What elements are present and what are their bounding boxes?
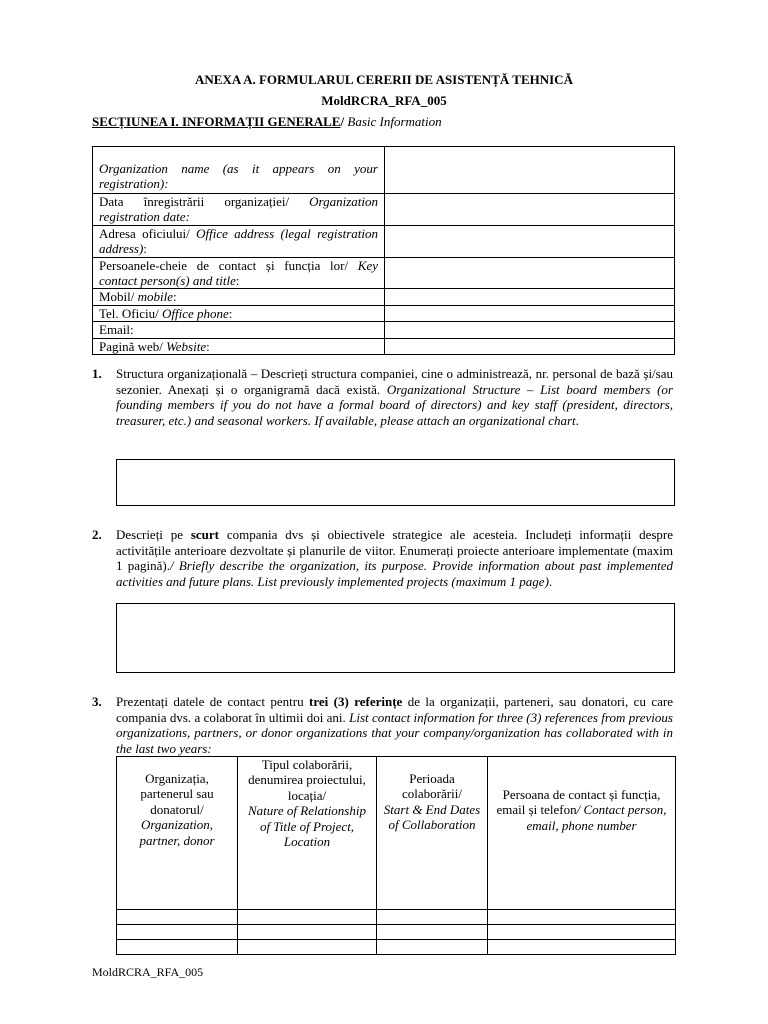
table-row	[117, 910, 676, 925]
email-field[interactable]	[385, 322, 675, 338]
registration-date-label: Data înregistrării organizației/ Organization registration date:	[93, 194, 385, 226]
table-row	[93, 257, 675, 289]
office-address-field[interactable]	[385, 225, 675, 257]
header-contact-person: Persoana de contact și funcția, email și telefon/ Contact person, email, phone number	[488, 757, 676, 910]
question-1-number: 1.	[92, 366, 102, 381]
org-name-field[interactable]	[385, 147, 675, 194]
table-row	[93, 338, 675, 354]
references-header-row	[117, 757, 676, 910]
references-table	[116, 756, 676, 955]
reference-cell[interactable]	[377, 925, 488, 940]
table-row	[93, 194, 675, 226]
reference-cell[interactable]	[238, 940, 377, 955]
website-field[interactable]	[385, 338, 675, 354]
registration-date-field[interactable]	[385, 194, 675, 226]
table-row	[93, 225, 675, 257]
question-1-answer-box[interactable]	[116, 459, 675, 506]
header-relationship: Tipul colaborării, denumirea proiectului, locația/ Nature of Relationship of Title of Project, Location	[238, 757, 377, 910]
footer-document-code: MoldRCRA_RFA_005	[92, 965, 204, 979]
key-contact-field[interactable]	[385, 257, 675, 289]
document-code: MoldRCRA_RFA_005	[321, 93, 447, 108]
question-3-text: Prezentați datele de contact pentru trei (3) referințe de la organizații, parteneri, sau donatori, cu care compania dvs. a colaborat în ultimii doi ani. List contact information for three (3) references from previous organizations, partners, or donor organizations that your company/organization has collaborated with in the last two years:	[116, 694, 673, 756]
reference-cell[interactable]	[377, 910, 488, 925]
reference-cell[interactable]	[117, 925, 238, 940]
office-address-label: Adresa oficiului/ Office address (legal registration address):	[93, 225, 385, 257]
key-contact-label: Persoanele-cheie de contact și funcția lor/ Key contact person(s) and title:	[93, 257, 385, 289]
reference-cell[interactable]	[238, 910, 377, 925]
question-3-number: 3.	[92, 694, 102, 709]
org-name-label: Organization name (as it appears on your registration):	[93, 147, 385, 194]
table-row	[93, 147, 675, 194]
table-row	[93, 289, 675, 305]
reference-cell[interactable]	[488, 910, 676, 925]
question-1-text: Structura organizațională – Descrieți structura companiei, cine o administrează, nr. personal de bază și/sau sezonier. Anexați și o organigramă dacă există. Organizational Structure – List board members (or founding members if you do not have a formal board of directors) and key staff (president, directors, treasurer, etc.) and seasonal workers. If available, please attach an organizational chart.	[116, 366, 673, 428]
section-heading-en: Basic Information	[344, 114, 442, 129]
general-info-table	[92, 146, 675, 355]
section-heading-ro: SECȚIUNEA I. INFORMAȚII GENERALE	[92, 114, 341, 129]
table-row	[93, 322, 675, 338]
reference-cell[interactable]	[488, 940, 676, 955]
website-label: Pagină web/ Website:	[93, 338, 385, 354]
table-row	[117, 925, 676, 940]
question-2-text: Descrieți pe scurt compania dvs și obiectivele strategice ale acesteia. Includeți informații despre activitățile anterioare dezvoltate și planurile de viitor. Enumerați proiecte anterioare implementate (maxim 1 pagină)./ Briefly describe the organization, its purpose. Provide information about past implemented activities and future plans. List previously implemented projects (maximum 1 page).	[116, 527, 673, 589]
reference-cell[interactable]	[117, 940, 238, 955]
reference-cell[interactable]	[238, 925, 377, 940]
table-row	[117, 940, 676, 955]
reference-cell[interactable]	[117, 910, 238, 925]
header-dates: Perioada colaborării/ Start & End Dates of Collaboration	[377, 757, 488, 910]
question-2-answer-box[interactable]	[116, 603, 675, 673]
section-heading	[92, 114, 692, 129]
document-title: ANEXA A. FORMULARUL CERERII DE ASISTENȚĂ TEHNICĂ	[195, 72, 573, 87]
header-organization: Organizația, partenerul sau donatorul/ Organization, partner, donor	[117, 757, 238, 910]
reference-cell[interactable]	[377, 940, 488, 955]
office-phone-label: Tel. Oficiu/ Office phone:	[93, 305, 385, 321]
mobile-field[interactable]	[385, 289, 675, 305]
section-heading-separator: /	[340, 114, 345, 129]
email-label: Email:	[93, 322, 385, 338]
office-phone-field[interactable]	[385, 305, 675, 321]
question-2-number: 2.	[92, 527, 102, 542]
table-row	[93, 305, 675, 321]
mobile-label: Mobil/ mobile:	[93, 289, 385, 305]
reference-cell[interactable]	[488, 925, 676, 940]
